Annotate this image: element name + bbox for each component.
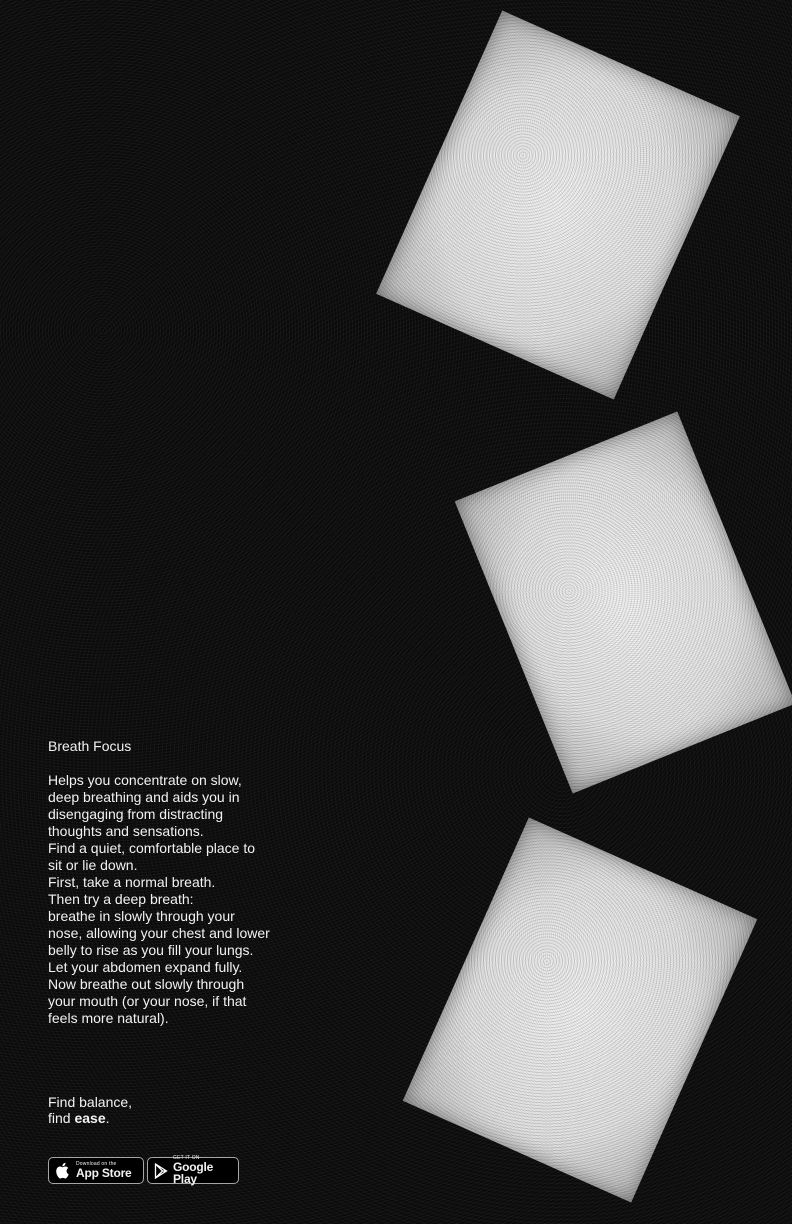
text-line: feels more natural). <box>48 1010 169 1026</box>
text-line: Then try a deep breath: <box>48 891 194 907</box>
text-line: Now breathe out slowly through <box>48 976 245 992</box>
tagline-emphasis: ease <box>74 1110 106 1126</box>
text-line: thoughts and sensations. <box>48 823 204 839</box>
app-store-label <box>76 1162 132 1179</box>
text-line: nose, allowing your chest and lower <box>48 925 270 941</box>
google-play-icon <box>154 1162 168 1180</box>
app-store-button[interactable] <box>48 1157 144 1184</box>
description-text <box>48 772 278 1027</box>
description-block <box>48 738 278 1027</box>
tagline <box>48 1094 132 1126</box>
app-store-big-text: App Store <box>76 1166 132 1180</box>
tagline-suffix: . <box>105 1110 110 1126</box>
text-line: Find a quiet, comfortable place to <box>48 840 256 856</box>
tagline-prefix: find <box>48 1110 75 1126</box>
google-play-big-text: Google Play <box>173 1160 214 1186</box>
apple-icon <box>55 1162 71 1180</box>
tagline-line-2 <box>48 1110 132 1126</box>
google-play-label <box>173 1156 231 1185</box>
text-line: belly to rise as you fill your lungs. <box>48 942 254 958</box>
text-line: deep breathing and aids you in <box>48 789 240 805</box>
text-line: disengaging from distracting <box>48 806 224 822</box>
text-line: Helps you concentrate on slow, <box>48 772 242 788</box>
store-badges <box>48 1157 239 1184</box>
google-play-button[interactable] <box>147 1157 239 1184</box>
text-line: Let your abdomen expand fully. <box>48 959 243 975</box>
google-play-small-text: GET IT ON <box>173 1155 200 1161</box>
text-line: sit or lie down. <box>48 857 138 873</box>
tagline-line-1: Find balance, <box>48 1094 133 1110</box>
text-line: breathe in slowly through your <box>48 908 235 924</box>
app-store-small-text: Download on the <box>76 1161 117 1167</box>
text-line: First, take a normal breath. <box>48 874 216 890</box>
section-title: Breath Focus <box>48 738 132 754</box>
text-line: your mouth (or your nose, if that <box>48 993 247 1009</box>
